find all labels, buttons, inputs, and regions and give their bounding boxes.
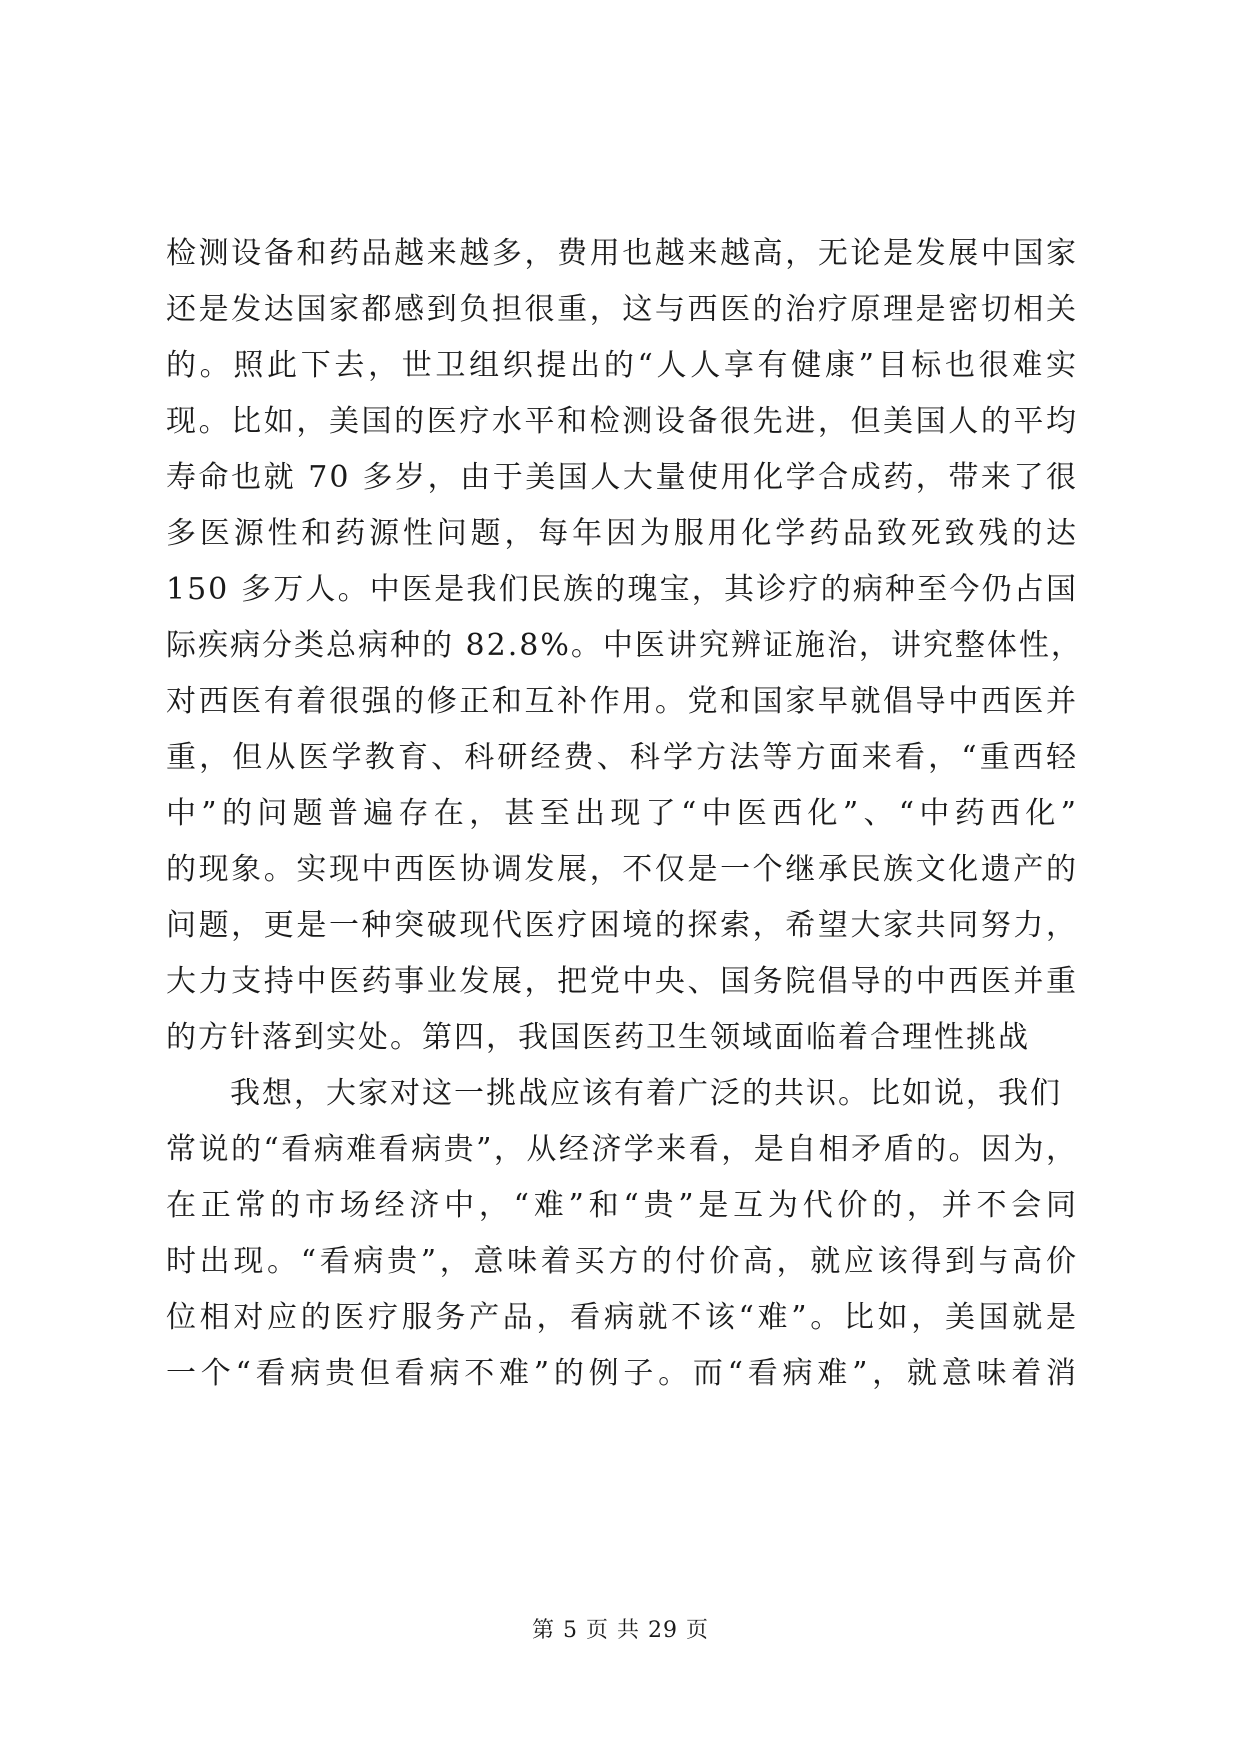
text-line: 150 多万人。中医是我们民族的瑰宝，其诊疗的病种至今仍占国 xyxy=(166,572,1078,607)
text-line: 重，但从医学教育、科研经费、科学方法等方面来看，“重西轻 xyxy=(166,740,1078,775)
text-line: 我想，大家对这一挑战应该有着广泛的共识。比如说，我们 xyxy=(230,1076,1062,1111)
text-line: 现。比如，美国的医疗水平和检测设备很先进，但美国人的平均 xyxy=(166,404,1078,439)
paragraph-2 xyxy=(166,1066,1078,1402)
page-footer xyxy=(0,1616,1241,1646)
text-line: 位相对应的医疗服务产品，看病就不该“难”。比如，美国就是 xyxy=(166,1300,1078,1335)
text-line: 时出现。“看病贵”，意味着买方的付价高，就应该得到与高价 xyxy=(166,1244,1078,1279)
text-line: 多医源性和药源性问题，每年因为服用化学药品致死致残的达 xyxy=(166,516,1078,551)
text-line: 中”的问题普遍存在，甚至出现了“中医西化”、“中药西化” xyxy=(166,796,1078,831)
text-line: 际疾病分类总病种的 82.8%。中医讲究辨证施治，讲究整体性， xyxy=(166,628,1083,663)
page-indicator: 第 5 页 共 29 页 xyxy=(532,1618,709,1643)
text-line: 还是发达国家都感到负担很重，这与西医的治疗原理是密切相关 xyxy=(166,292,1078,327)
text-line: 的。照此下去，世卫组织提出的“人人享有健康”目标也很难实 xyxy=(166,348,1078,383)
text-line: 的方针落到实处。第四，我国医药卫生领域面临着合理性挑战 xyxy=(166,1020,1030,1055)
text-line: 一个“看病贵但看病不难”的例子。而“看病难”，就意味着消 xyxy=(166,1356,1078,1391)
text-line: 在正常的市场经济中，“难”和“贵”是互为代价的，并不会同 xyxy=(166,1188,1078,1223)
text-line: 寿命也就 70 多岁，由于美国人大量使用化学合成药，带来了很 xyxy=(166,460,1078,495)
text-line: 常说的“看病难看病贵”，从经济学来看，是自相矛盾的。因为， xyxy=(166,1132,1078,1167)
text-line: 检测设备和药品越来越多，费用也越来越高，无论是发展中国家 xyxy=(166,236,1078,271)
text-line: 问题，更是一种突破现代医疗困境的探索，希望大家共同努力， xyxy=(166,908,1078,943)
text-line: 大力支持中医药事业发展，把党中央、国务院倡导的中西医并重 xyxy=(166,964,1078,999)
paragraph-1 xyxy=(166,226,1083,1066)
text-line: 的现象。实现中西医协调发展，不仅是一个继承民族文化遗产的 xyxy=(166,852,1078,887)
text-line: 对西医有着很强的修正和互补作用。党和国家早就倡导中西医并 xyxy=(166,684,1078,719)
body-text xyxy=(166,226,1083,1402)
